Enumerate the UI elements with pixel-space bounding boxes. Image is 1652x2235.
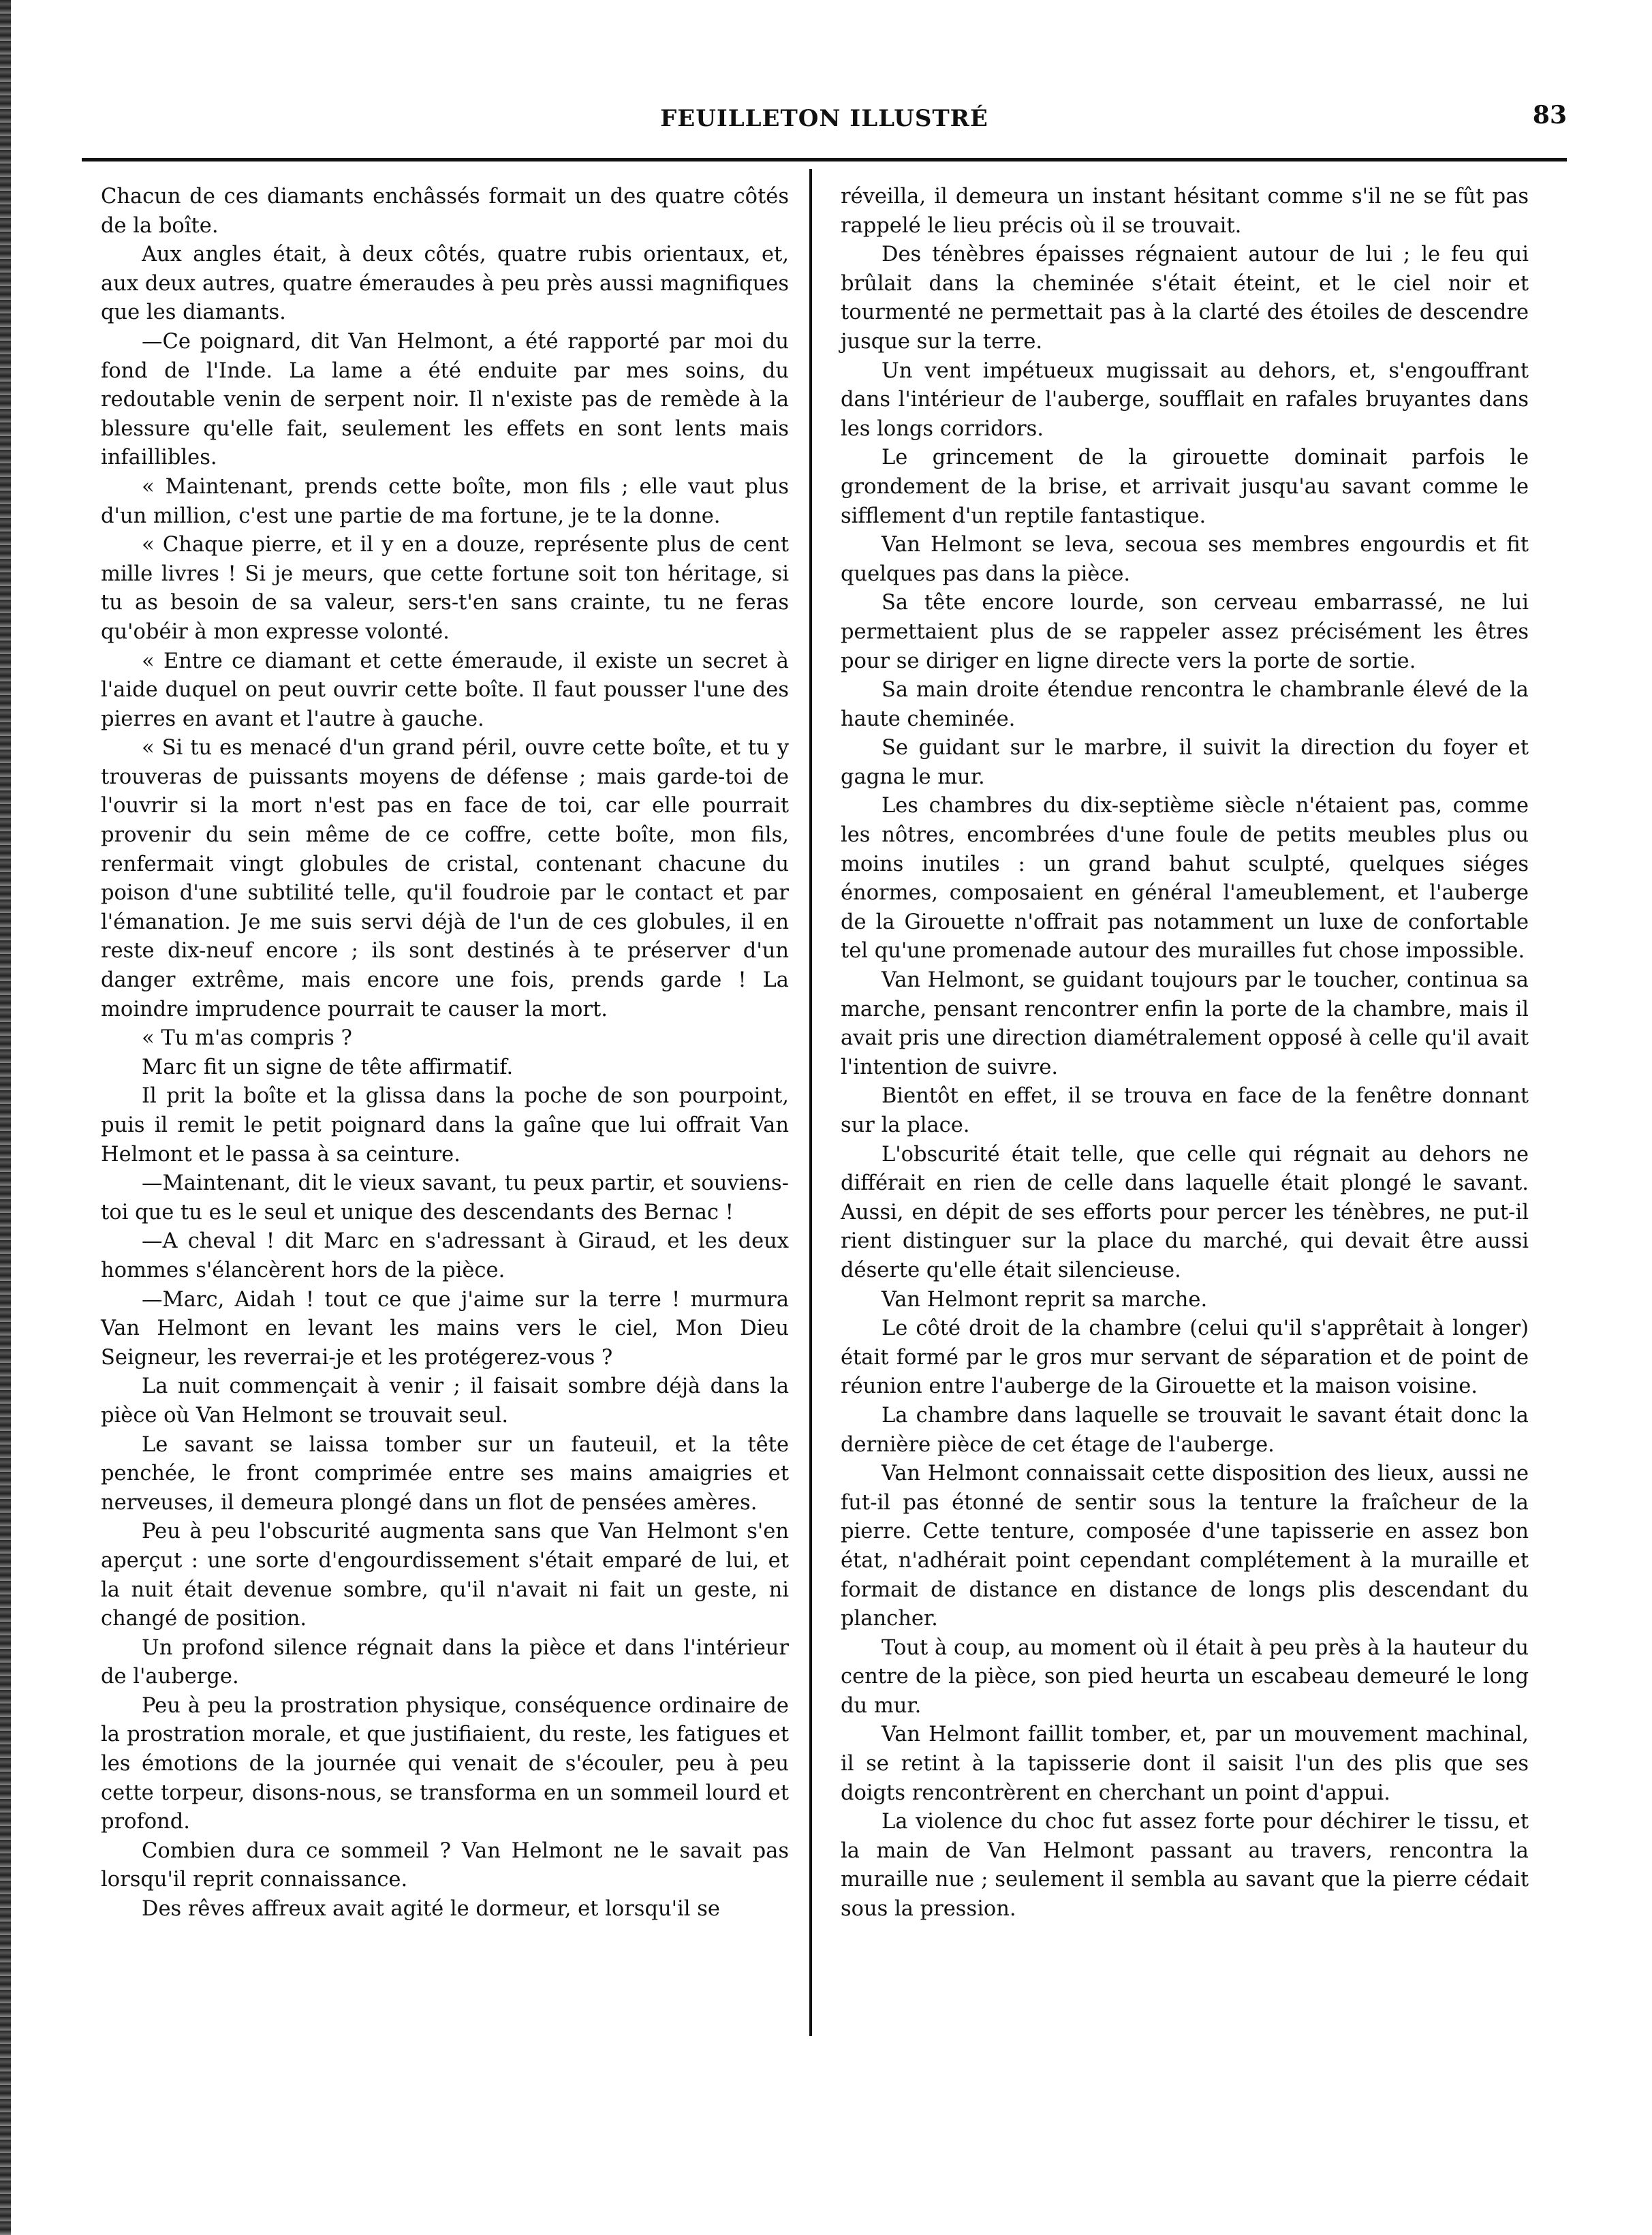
paragraph: Sa tête encore lourde, son cerveau embarrassé, ne lui permettaient plus de se rappeler assez précisément les êtres pour se diriger en ligne directe vers la porte de sortie.: [841, 591, 1529, 673]
page-number: 83: [1532, 101, 1567, 129]
paragraph: Des rêves affreux avait agité le dormeur, et lorsqu'il se: [142, 1897, 720, 1922]
paragraph: réveilla, il demeura un instant hésitant comme s'il ne se fût pas rappelé le lieu précis où il se trouvait.: [841, 185, 1529, 238]
paragraph: La violence du choc fut assez forte pour déchirer le tissu, et la main de Van Helmont passant au travers, rencontra la muraille nue ; seulement il sembla au savant que la pierre cédait sous la pression.: [841, 1810, 1529, 1922]
page-header: [82, 95, 1567, 143]
paragraph: Peu à peu l'obscurité augmenta sans que Van Helmont s'en aperçut : une sorte d'engourdissement s'était emparé de lui, et la nuit était devenue sombre, qu'il n'avait ni fait un geste, ni changé de position.: [101, 1520, 789, 1631]
paragraph: —A cheval ! dit Marc en s'adressant à Giraud, et les deux hommes s'élancèrent hors de la pièce.: [101, 1229, 789, 1282]
paragraph: L'obscurité était telle, que celle qui régnait au dehors ne différait en rien de celle dans laquelle était plongé le savant. Aussi, en dépit de ses efforts pour percer les ténèbres, ne put-il rient distinguer sur la place du marché, qui devait être aussi déserte qu'elle était silencieuse.: [841, 1142, 1529, 1282]
paragraph: Van Helmont, se guidant toujours par le toucher, continua sa marche, pensant rencontrer enfin la porte de la chambre, mais il avait pris une direction diamétralement opposé à celle qu'il avait l'intention de suivre.: [841, 968, 1529, 1079]
paragraph: Un profond silence régnait dans la pièce et dans l'intérieur de l'auberge.: [101, 1635, 789, 1689]
paragraph: Bientôt en effet, il se trouva en face de la fenêtre donnant sur la place.: [841, 1084, 1529, 1137]
column-rule: [809, 169, 812, 2036]
paragraph: Chacun de ces diamants enchâssés formait un des quatre côtés de la boîte.: [101, 185, 789, 238]
paragraph: —Ce poignard, dit Van Helmont, a été rapporté par moi du fond de l'Inde. La lame a été enduite par mes soins, du redoutable venin de serpent noir. Il n'existe pas de remède à la blessure qu'elle fait, seulement les effets en sont lents mais infaillibles.: [101, 329, 789, 470]
paragraph: —Maintenant, dit le vieux savant, tu peux partir, et souviens-toi que tu es le seul et unique des descendants des Bernac !: [101, 1171, 789, 1224]
paragraph: Tout à coup, au moment où il était à peu près à la hauteur du centre de la pièce, son pied heurta un escabeau demeuré le long du mur.: [841, 1635, 1529, 1718]
right-column: [841, 183, 1529, 1924]
paragraph: Aux angles était, à deux côtés, quatre rubis orientaux, et, aux deux autres, quatre émeraudes à peu près aussi magnifiques que les diamants.: [101, 243, 789, 325]
paragraph: La nuit commençait à venir ; il faisait sombre déjà dans la pièce où Van Helmont se trouvait seul.: [101, 1374, 789, 1428]
paragraph: « Chaque pierre, et il y en a douze, représente plus de cent mille livres ! Si je meurs, que cette fortune soit ton héritage, si tu as besoin de sa valeur, sers-t'en sans crainte, tu ne feras qu'obéir à mon expresse volonté.: [101, 533, 789, 644]
paragraph: Van Helmont se leva, secoua ses membres engourdis et fit quelques pas dans la pièce.: [841, 533, 1529, 586]
paragraph: « Tu m'as compris ?: [142, 1026, 352, 1051]
page-binding-edge: [0, 0, 11, 2235]
paragraph: Marc fit un signe de tête affirmatif.: [142, 1055, 514, 1079]
paragraph: « Maintenant, prends cette boîte, mon fils ; elle vaut plus d'un million, c'est une partie de ma fortune, je te la donne.: [101, 474, 789, 528]
paragraph: La chambre dans laquelle se trouvait le savant était donc la dernière pièce de cet étage de l'auberge.: [841, 1403, 1529, 1457]
paragraph: Il prit la boîte et la glissa dans la poche de son pourpoint, puis il remit le petit poignard dans la gaîne que lui offrait Van Helmont et le passa à sa ceinture.: [101, 1084, 789, 1167]
paragraph: Combien dura ce sommeil ? Van Helmont ne le savait pas lorsqu'il reprit connaissance.: [101, 1838, 789, 1892]
paragraph: Peu à peu la prostration physique, conséquence ordinaire de la prostration morale, et que justifiaient, du reste, les fatigues et les émotions de la journée qui venait de s'écouler, peu à peu cette torpeur, disons-nous, se transforma en un sommeil lourd et profond.: [101, 1693, 789, 1834]
paragraph: Se guidant sur le marbre, il suivit la direction du foyer et gagna le mur.: [841, 736, 1529, 789]
paragraph: Des ténèbres épaisses régnaient autour de lui ; le feu qui brûlait dans la cheminée s'était éteint, et le ciel noir et tourmenté ne permettait pas à la clarté des étoiles de descendre jusque sur la terre.: [841, 243, 1529, 354]
paragraph: Van Helmont connaissait cette disposition des lieux, aussi ne fut-il pas étonné de sentir sous la tenture la fraîcheur de la pierre. Cette tenture, composée d'une tapisserie en assez bon état, n'adhérait point cependant complétement à la muraille et formait de distance en distance de longs plis descendant du plancher.: [841, 1462, 1529, 1631]
running-title: FEUILLETON ILLUSTRÉ: [660, 105, 988, 132]
paragraph: —Marc, Aidah ! tout ce que j'aime sur la terre ! murmura Van Helmont en levant les mains vers le ciel, Mon Dieu Seigneur, les reverrai-je et les protégerez-vous ?: [101, 1287, 789, 1370]
paragraph: « Entre ce diamant et cette émeraude, il existe un secret à l'aide duquel on peut ouvrir cette boîte. Il faut pousser l'une des pierres en avant et l'autre à gauche.: [101, 649, 789, 731]
left-column: [101, 183, 789, 1924]
paragraph: Sa main droite étendue rencontra le chambranle élevé de la haute cheminée.: [841, 678, 1529, 731]
paragraph: Le savant se laissa tomber sur un fauteuil, et la tête penchée, le front comprimée entre ses mains amaigries et nerveuses, il demeura plongé dans un flot de pensées amères.: [101, 1432, 789, 1515]
header-rule: [82, 158, 1567, 161]
paragraph: « Si tu es menacé d'un grand péril, ouvre cette boîte, et tu y trouveras de puissants moyens de défense ; mais garde-toi de l'ouvrir si la mort n'est pas en face de toi, car elle pourrait provenir du sein même de ce coffre, cette boîte, mon fils, renfermait vingt globules de cristal, contenant chacune du poison d'une subtilité telle, qu'il foudroie par le contact et par l'émanation. Je me suis servi déjà de l'un de ces globules, il en reste dix-neuf encore ; ils sont destinés à te préserver d'un danger extrême, mais encore une fois, prends garde ! La moindre imprudence pourrait te causer la mort.: [101, 736, 789, 1021]
paragraph: Van Helmont reprit sa marche.: [882, 1287, 1208, 1312]
paragraph: Le côté droit de la chambre (celui qu'il s'apprêtait à longer) était formé par le gros mur servant de séparation et de point de réunion entre l'auberge de la Girouette et la maison voisine.: [841, 1316, 1529, 1399]
paragraph: Un vent impétueux mugissait au dehors, et, s'engouffrant dans l'intérieur de l'auberge, soufflait en rafales bruyantes dans les longs corridors.: [841, 358, 1529, 441]
paragraph: Le grincement de la girouette dominait parfois le grondement de la brise, et arrivait jusqu'au savant comme le sifflement d'un reptile fantastique.: [841, 446, 1529, 528]
paragraph: Les chambres du dix-septième siècle n'étaient pas, comme les nôtres, encombrées d'une foule de petits meubles plus ou moins inutiles : un grand bahut sculpté, quelques siéges énormes, composaient en général l'ameublement, et l'auberge de la Girouette n'offrait pas notamment un luxe de confortable tel qu'une promenade autour des murailles fut chose impossible.: [841, 794, 1529, 964]
paragraph: Van Helmont faillit tomber, et, par un mouvement machinal, il se retint à la tapisserie dont il saisit l'un des plis que ses doigts rencontrèrent en cherchant un point d'appui.: [841, 1723, 1529, 1805]
